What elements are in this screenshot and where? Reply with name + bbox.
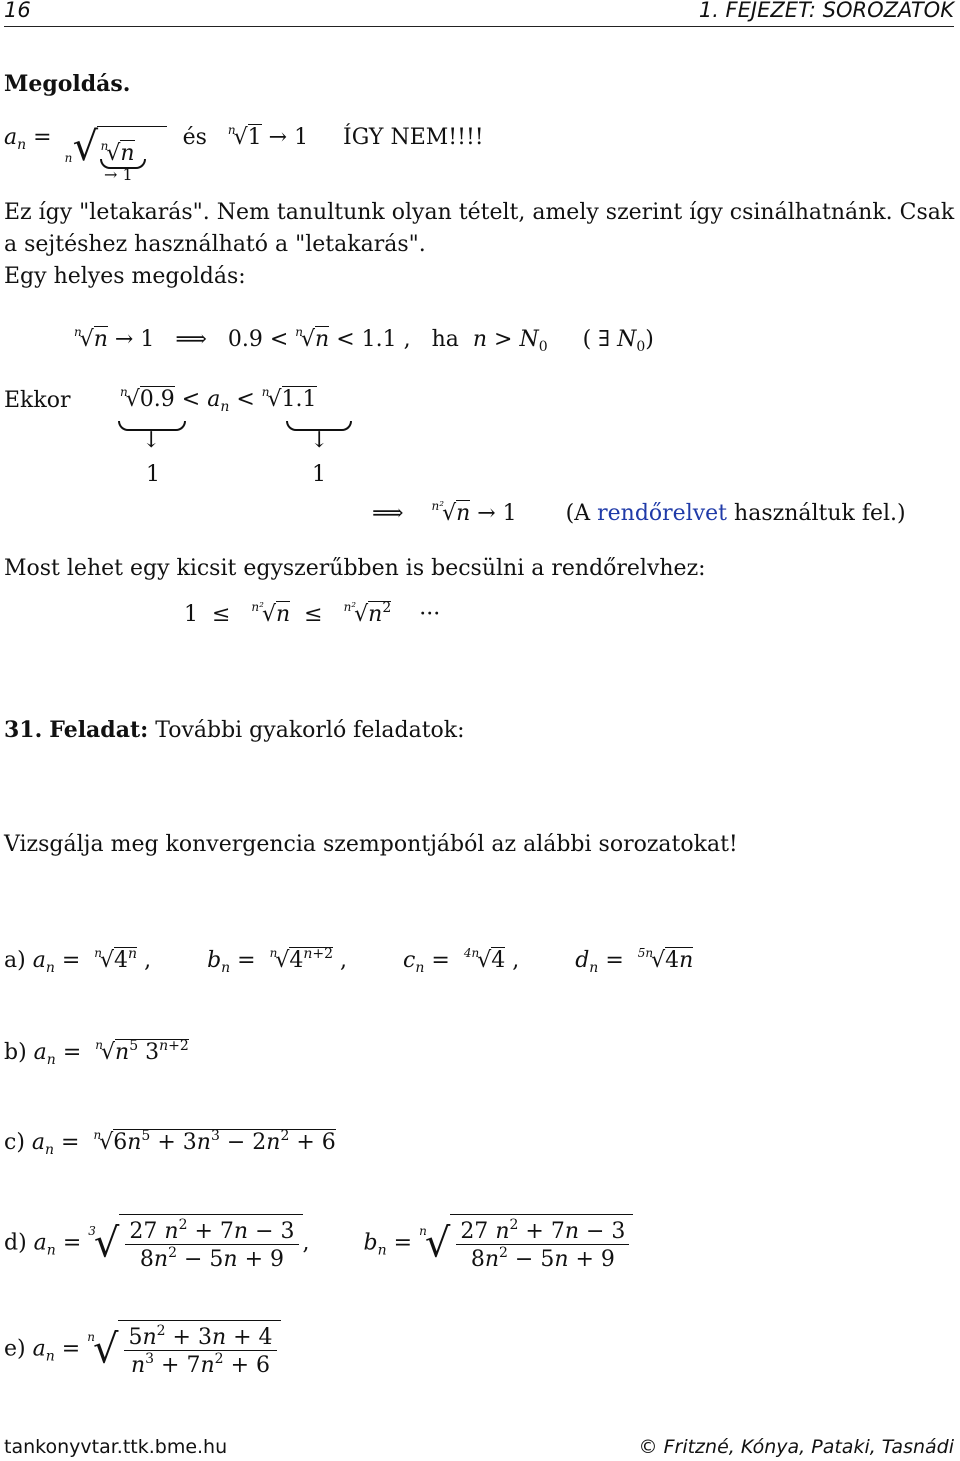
limit-left: 1 xyxy=(146,462,160,487)
item-d: d) $a_n = ^3√$ $\frac{27 n^2 + 7n - 3}{8n^2 - 5n + 9}$ , $b_n = ^n√$ $\frac{27 n^2 + 7n - 3}{8n^2 - 5n + 9}$ xyxy=(4,1214,633,1273)
item-c: c) $a_n = ^n√6n^5 + 3n^3 - 2n^2 + 6$ xyxy=(4,1128,336,1158)
item-a: a) $a_n = ^n√4^n$ , $b_n = ^n√4^{n+2}$ , $c_n = ^{4n}√4$ , $d_n = ^{5n}√4n$ xyxy=(4,946,694,976)
paragraph-3: Egy helyes megoldás: xyxy=(4,264,246,289)
exercise-number: 31. xyxy=(4,717,43,743)
underbrace-label: → 1 xyxy=(104,165,133,184)
police-suffix: használtuk fel.) xyxy=(734,501,906,526)
solution-title: Megoldás. xyxy=(4,71,131,97)
exercise-label: Feladat: xyxy=(49,717,149,743)
correct-solution-line: $^n$√n → 1 ⟹ 0.9 < $^n$√n < 1.1 , ha $n > N_0$ ( ∃ $N_0$) xyxy=(74,325,654,355)
footer-site-link[interactable]: tankonyvtar.ttk.bme.hu xyxy=(4,1436,228,1458)
estimate-inequality: $1 \le ^{n^2}√n \le ^{n^2}√n^2$ ··· xyxy=(184,600,441,627)
estimate-text: Most lehet egy kicsit egyszerűbben is becsülni a rendőrelvhez: xyxy=(4,556,706,581)
exercise-heading xyxy=(4,718,465,743)
exercise-instruction: Vizsgálja meg konvergencia szempontjából az alábbi sorozatokat! xyxy=(4,832,738,857)
paragraph-2: a sejtéshez használható a "letakarás". xyxy=(4,232,426,257)
squeeze-inequality: $^n√0.9 < a_n < ^n√1.1$ xyxy=(120,385,317,415)
police-conclusion: ⟹ $^{n^2}$√n → 1 (A rendőrelvet használtuk fel.) xyxy=(372,499,906,526)
arrow-down-right: ↓ xyxy=(310,428,329,453)
ha-word: ha xyxy=(431,327,459,352)
item-b: b) $a_n = ^n√n^5$ $3^{n+2}$ xyxy=(4,1038,189,1068)
limit-right: 1 xyxy=(312,462,326,487)
paragraph-1: Ez így "letakarás". Nem tanultunk olyan tételt, amely szerint így csinálhatnánk. Csak xyxy=(4,200,955,225)
wrong-approach-line: $a_n$ = n √ $^n$√n és $^n$√1 → 1 ÍGY NEM!!!! xyxy=(4,123,484,170)
warning-text: ÍGY NEM!!!! xyxy=(343,125,484,150)
chapter-title: 1. FEJEZET: SOROZATOK xyxy=(698,0,954,22)
limit-one: → 1 xyxy=(268,125,309,150)
ekkor-label: Ekkor xyxy=(4,388,71,413)
exercise-title: További gyakorló feladatok: xyxy=(155,718,465,743)
police-theorem-link[interactable]: rendőrelvet xyxy=(597,501,728,526)
item-e: e) $a_n = ^n√$ $\frac{5n^2 + 3n + 4}{n^3 + 7n^2 + 6}$ xyxy=(4,1320,281,1379)
page-number: 16 xyxy=(4,0,31,22)
footer-copyright: © Fritzné, Kónya, Pataki, Tasnádi xyxy=(638,1436,954,1458)
es-word: és xyxy=(182,125,207,150)
arrow-down-left: ↓ xyxy=(142,428,161,453)
page-header xyxy=(4,0,954,27)
police-prefix: (A xyxy=(565,501,591,526)
